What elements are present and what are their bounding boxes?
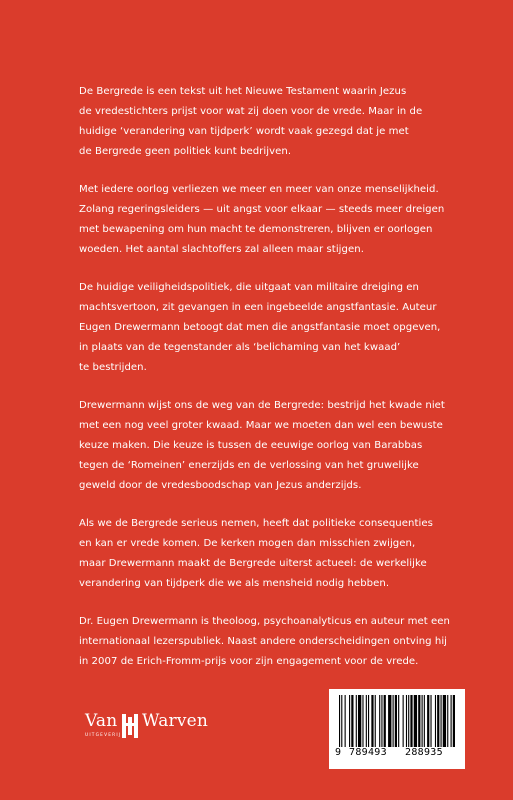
barcode-bar <box>408 695 409 747</box>
text-line: huidige ‘verandering van tijdperk’ wordt vaak gezegd dat je met <box>79 126 409 137</box>
barcode-bar <box>403 695 404 747</box>
text-line: verandering van tijdperk die we als mensheid nodig hebben. <box>79 578 390 589</box>
text-line: De huidige veiligheidspolitiek, die uitgaat van militaire dreiging en <box>79 282 420 293</box>
barcode-bar <box>398 695 399 747</box>
barcode-bar <box>349 695 350 747</box>
text-line: Drewermann wijst ons de weg van de Bergrede: bestrijd het kwade niet <box>79 400 445 411</box>
text-line: De Bergrede is een tekst uit het Nieuwe Testament waarin Jezus <box>79 86 407 97</box>
barcode-digit-group-2: 288935 <box>405 747 443 758</box>
text-line: woeden. Het aantal slachtoffers zal alleen maar stijgen. <box>79 244 364 255</box>
barcode-bar <box>356 695 357 747</box>
publisher-logo <box>85 711 245 751</box>
barcode-lead-digit: 9 <box>335 747 342 758</box>
barcode-bar <box>371 695 373 747</box>
barcode-bar <box>375 695 376 747</box>
barcode-bar <box>437 695 439 747</box>
barcode-bar <box>381 695 382 747</box>
barcode-bar <box>388 695 391 747</box>
text-line: Eugen Drewermann betoogt dat men die angstfantasie moet opgeven, <box>79 322 441 333</box>
barcode-bar <box>427 695 429 747</box>
text-line: internationaal lezerspubliek. Naast andere onderscheidingen ontving hij <box>79 636 448 647</box>
isbn-barcode <box>329 689 465 769</box>
paragraph <box>79 180 479 260</box>
publisher-name-left: Van <box>85 711 118 731</box>
paragraph <box>79 612 479 672</box>
text-line: de vredestichters prijst voor wat zij doen voor de vrede. Maar in de <box>79 106 423 117</box>
paragraph <box>79 396 479 496</box>
text-line: te bestrijden. <box>79 362 147 373</box>
text-line: keuze maken. Die keuze is tussen de eeuwige oorlog van Barabbas <box>79 440 423 451</box>
text-line: Dr. Eugen Drewermann is theoloog, psychoanalyticus en auteur met een <box>79 616 451 627</box>
barcode-bar <box>422 695 423 747</box>
publisher-mark-icon <box>121 711 139 741</box>
text-line: Zolang regeringsleiders — uit angst voor elkaar — steeds meer dreigen <box>79 204 445 215</box>
text-line: de Bergrede geen politiek kunt bedrijven. <box>79 146 292 157</box>
text-line: Als we de Bergrede serieus nemen, heeft dat politieke consequenties <box>79 518 433 529</box>
text-line: machtsvertoon, zit gevangen in een ingebeelde angstfantasie. Auteur <box>79 302 437 313</box>
text-line: en kan er vrede komen. De kerken mogen dan misschien zwijgen, <box>79 538 416 549</box>
barcode-digit-group-1: 789493 <box>349 747 387 758</box>
barcode-bar <box>430 695 431 747</box>
barcode-bar <box>406 695 407 747</box>
barcode-bar <box>341 695 342 747</box>
blurb-text <box>79 82 479 690</box>
text-line: in plaats van de tegenstander als ‘belichaming van het kwaad’ <box>79 342 401 353</box>
text-line: Met iedere oorlog verliezen we meer en meer van onze menselijkheid. <box>79 184 439 195</box>
barcode-bar <box>362 695 363 747</box>
barcode-bar <box>368 695 369 747</box>
barcode-bar <box>395 695 397 747</box>
barcode-bar <box>424 695 425 747</box>
barcode-bar <box>339 695 340 747</box>
barcode-bar <box>414 695 417 747</box>
barcode-bars <box>339 695 455 747</box>
barcode-bar <box>451 695 452 747</box>
text-line: met een nog veel groter kwaad. Maar we moeten dan wel een bewuste <box>79 420 443 431</box>
barcode-bar <box>441 695 442 747</box>
text-line: maar Drewermann maakt de Bergrede uiterst actueel: de werkelijke <box>79 558 427 569</box>
barcode-bar <box>418 695 420 747</box>
publisher-sub-label: UITGEVERIJ <box>85 733 122 738</box>
barcode-bar <box>379 695 380 747</box>
barcode-bar <box>345 695 346 747</box>
text-line: met bewapening om hun macht te demonstreren, blijven er oorlogen <box>79 224 433 235</box>
barcode-bar <box>384 695 386 747</box>
publisher-name-right: Warven <box>142 711 209 731</box>
barcode-bar <box>453 695 455 747</box>
text-line: geweld door de vredesboodschap van Jezus anderzijds. <box>79 480 362 491</box>
barcode-bar <box>410 695 412 747</box>
barcode-bar <box>366 695 367 747</box>
barcode-bar <box>447 695 448 747</box>
paragraph <box>79 82 479 162</box>
barcode-bar <box>351 695 353 747</box>
text-line: tegen de ‘Romeinen’ enerzijds en de verlossing van het gruwelijke <box>79 460 419 471</box>
barcode-bar <box>358 695 361 747</box>
barcode-bar <box>443 695 446 747</box>
paragraph <box>79 278 479 378</box>
barcode-bar <box>435 695 436 747</box>
paragraph <box>79 514 479 594</box>
barcode-bar <box>393 695 394 747</box>
text-line: in 2007 de Erich-Fromm-prijs voor zijn engagement voor de vrede. <box>79 656 419 667</box>
